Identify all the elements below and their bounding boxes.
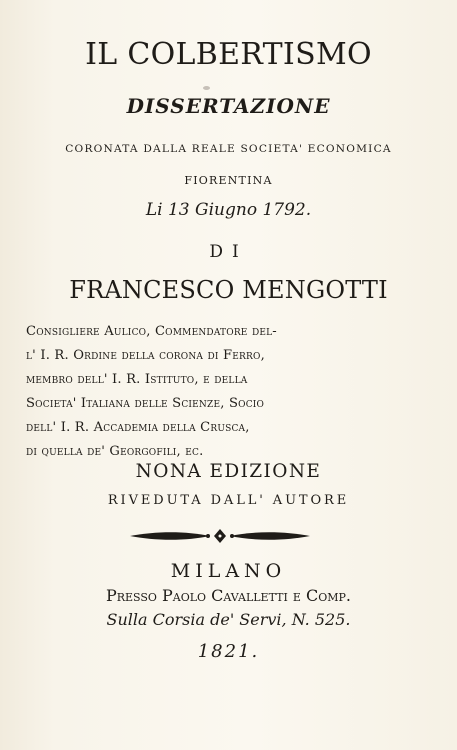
- author-title-line: l' I. R. Ordine della corona di Ferro,: [26, 348, 265, 363]
- award-line-2: FIORENTINA: [184, 174, 273, 187]
- book-subtitle: DISSERTAZIONE: [126, 94, 331, 118]
- edition-note: RIVEDUTA DALL' AUTORE: [107, 493, 350, 508]
- publication-year: 1821.: [197, 641, 260, 662]
- author-title-line: membro dell' I. R. Istituto, e della: [26, 372, 248, 387]
- author-titles: [26, 320, 406, 464]
- author-title-line: Societa' Italiana delle Scienze, Socio: [26, 396, 265, 411]
- author-title-line: Consigliere Aulico, Commendatore del-: [26, 324, 277, 339]
- author-title-line: di quella de' Georgofili, ec.: [26, 444, 204, 459]
- book-title: IL COLBERTISMO: [85, 37, 372, 72]
- printer-address: Sulla Corsia de' Servi, N. 525.: [106, 610, 351, 629]
- paper-speck: [203, 86, 210, 90]
- author-title-line: dell' I. R. Accademia della Crusca,: [26, 420, 250, 435]
- edition-number: NONA EDIZIONE: [135, 461, 322, 482]
- by-label: DI: [209, 242, 248, 262]
- author-name: FRANCESCO MENGOTTI: [69, 276, 388, 304]
- award-date: Li 13 Giugno 1792.: [145, 200, 312, 220]
- award-line-1: CORONATA DALLA REALE SOCIETA' ECONOMICA: [65, 143, 392, 155]
- printer-name: Presso Paolo Cavalletti e Comp.: [105, 586, 352, 605]
- printer-ornament: [128, 528, 312, 544]
- publication-city: MILANO: [170, 560, 287, 582]
